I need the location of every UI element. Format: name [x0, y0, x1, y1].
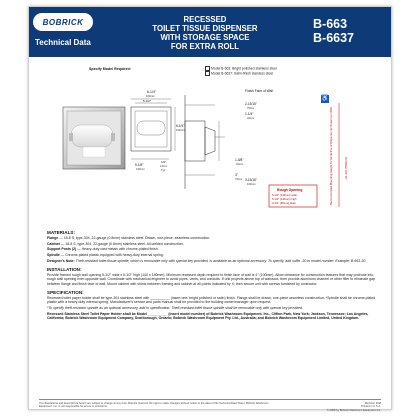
bobrick-logo — [33, 13, 93, 31]
specification-model: Recessed Stainless Steel Toilet Paper Holder shall be Model __________ (insert model number) of Bobrick Washroom Equipment, Inc., Clifton Park, New York; Jackson, Tennessee; Los Angeles, California; Bobrick Washroom Equipment Company, Scarborough, Ontario; Bobrick Washroom Equipment Pty. Ltd., Australia; and Bobrick Washroom Equipment Limited, United Kingdom. — [47, 311, 369, 321]
installation-text: Provide framed rough wall opening 5-1/2" wide x 5-1/2" high (140 x 140mm). Minimum recessed depth required to finish face of wall is 4" (100mm). Allow clearance for construction features that may protrude into rough wall opening from opposite wall. Coordinate with mechanical engineer to avoid pipes, vents, and conduits. If unit projects above top of wainscot, then provide aluminum channel or other filler to eliminate gap between flange and finish face of wall. Mount cabinet with shims between framing and cabinet at all points indicated by X; then secure unit with screws furnished by contractor. — [47, 272, 376, 286]
dim-front-bottom2-typ: Typ. — [161, 169, 166, 172]
dim-side-e: 3" — [235, 173, 238, 177]
product-title: RECESSED TOILET TISSUE DISPENSER WITH STORAGE SPACE FOR EXTRA ROLL — [152, 15, 258, 51]
footer-printed: Printed in U.S.A. — [361, 405, 381, 409]
front-view-drawing — [57, 85, 183, 197]
dim-side-e-mm: 76mm — [235, 178, 243, 181]
side-view-drawing — [179, 91, 229, 195]
material-support-posts: Support Posts (2) — Heavy-duty cast metals with chrome-plated finish. — [47, 247, 159, 252]
dim-side-a-mm: 75mm — [247, 107, 255, 110]
dim-front-top: 6-1/4" — [147, 90, 156, 94]
dim-side-c-mm: 42mm — [236, 163, 244, 166]
model-option-code: Model B-663: — [211, 66, 232, 71]
dim-front-inner: 5-1/2" — [143, 99, 151, 103]
section-drawing — [229, 83, 357, 215]
rough-opening-d: 3-3/4" (95mm) deep — [272, 202, 296, 205]
specification-text: Recessed toilet paper holder shall be type-304 stainless steel with __________ (insert one: bright polished or satin) finish. Flange shall be drawn, one-piece seamless construction. *Spindle shall be chrome-plated plastic with a heavy-duty internal spring. Manufacturer's service and parts manual shall be provided to the building owner/manager upon request. — [47, 295, 376, 305]
mount-note: Recommended Mounting Height To Centerline of Dispenser as Shown per ADA — [329, 106, 333, 205]
dim-side-c: 1-5/8" — [235, 158, 244, 162]
model-option-code: Model B-6637: — [211, 71, 234, 76]
tech-data-sheet — [28, 6, 392, 410]
finish-face-label: Finish Face of Wall — [245, 89, 273, 93]
header-bar — [29, 7, 391, 57]
rough-opening-h: 5-1/2" (140mm) high — [272, 198, 297, 201]
model-options — [205, 66, 277, 76]
mount-height: 22-3/4" (580mm) — [344, 156, 348, 179]
specification-note: *To specify theft-resistant spindle as an optional accessory, add to specification: Theft-resistant toilet tissue spindle shall be removable only with special key provided. — [47, 306, 303, 311]
dim-side-d: 3-15/16" — [245, 178, 257, 182]
dim-front-bottom: 5-1/8" — [135, 163, 144, 167]
logo-text: BOBRICK — [42, 17, 84, 27]
section-heading: MATERIALS: — [47, 230, 75, 235]
footer-info — [271, 402, 381, 412]
specify-model-label: Specify Model Required: — [89, 67, 131, 71]
model-option — [205, 71, 277, 76]
dim-front-top-mm: 160mm — [146, 95, 155, 98]
model-option-desc: Satin-finish stainless steel — [234, 71, 274, 76]
material-flange: Flange — 18-8 S, type-304, 22-gauge (0.8mm) stainless steel. Drawn, one-piece, seamless construction. — [47, 236, 211, 240]
side-elevation — [185, 121, 205, 161]
material-spindle: Spindle — Chrome-plated plastic equipped with heavy-duty internal spring. — [47, 253, 164, 258]
rough-opening-w: 5-1/2" (140mm) wide — [272, 194, 297, 197]
section-heading: SPECIFICATION: — [47, 289, 84, 295]
model-number: B-6637 — [313, 31, 354, 45]
model-numbers — [313, 17, 354, 45]
dim-front-bottom2-mm: 13mm — [160, 165, 168, 168]
designers-note: Designer's Note: Theft-resistant toilet tissue spindle, which is removable only with special key provided, is available as an optional accessory. To specify, add suffix -30 to model number. Example: B-663-30. — [47, 258, 367, 263]
model-option-desc: Bright polished stainless steel — [232, 66, 277, 71]
dim-front-height-mm: 160mm — [176, 129, 185, 132]
model-number: B-663 — [313, 17, 348, 31]
dim-side-a: 2-15/16" — [245, 102, 257, 106]
rough-opening-title: Rough Opening — [277, 188, 303, 192]
technical-data-label: Technical Data — [35, 38, 91, 47]
body-text — [47, 227, 377, 322]
dim-front-bottom2: 1/2" — [161, 160, 167, 164]
dim-side-b-mm: 32mm — [247, 117, 255, 120]
dim-side-d-mm: 100mm — [247, 183, 256, 186]
footer-disclaimer: The illustrations and descriptions herein are subject to change at any time. Bobrick reserves the right to make changes without notice to the data of this Technical Data Sheet. Bobrick Washroom Equipment, Inc. is not responsible for errors or omissions. — [39, 402, 269, 409]
section-heading: INSTALLATION: — [47, 266, 82, 272]
footer-copyright: © 2008 by Bobrick Washroom Equipment Inc. — [326, 408, 381, 412]
dim-side-b: 1-1/4" — [245, 112, 254, 116]
footer — [39, 399, 381, 412]
material-cabinet: Cabinet — 18-8 S, type-304, 22-gauge (0.8mm) stainless steel. All-welded construction. — [47, 241, 184, 246]
footer-revision: Revision 3/08 — [364, 402, 381, 405]
checkbox — [205, 71, 210, 76]
dim-front-height: 6-1/4" — [176, 124, 185, 128]
dim-front-bottom-mm: 130mm — [136, 168, 145, 171]
tissue-roll — [71, 125, 113, 147]
ada-icon: ♿ — [321, 96, 329, 102]
